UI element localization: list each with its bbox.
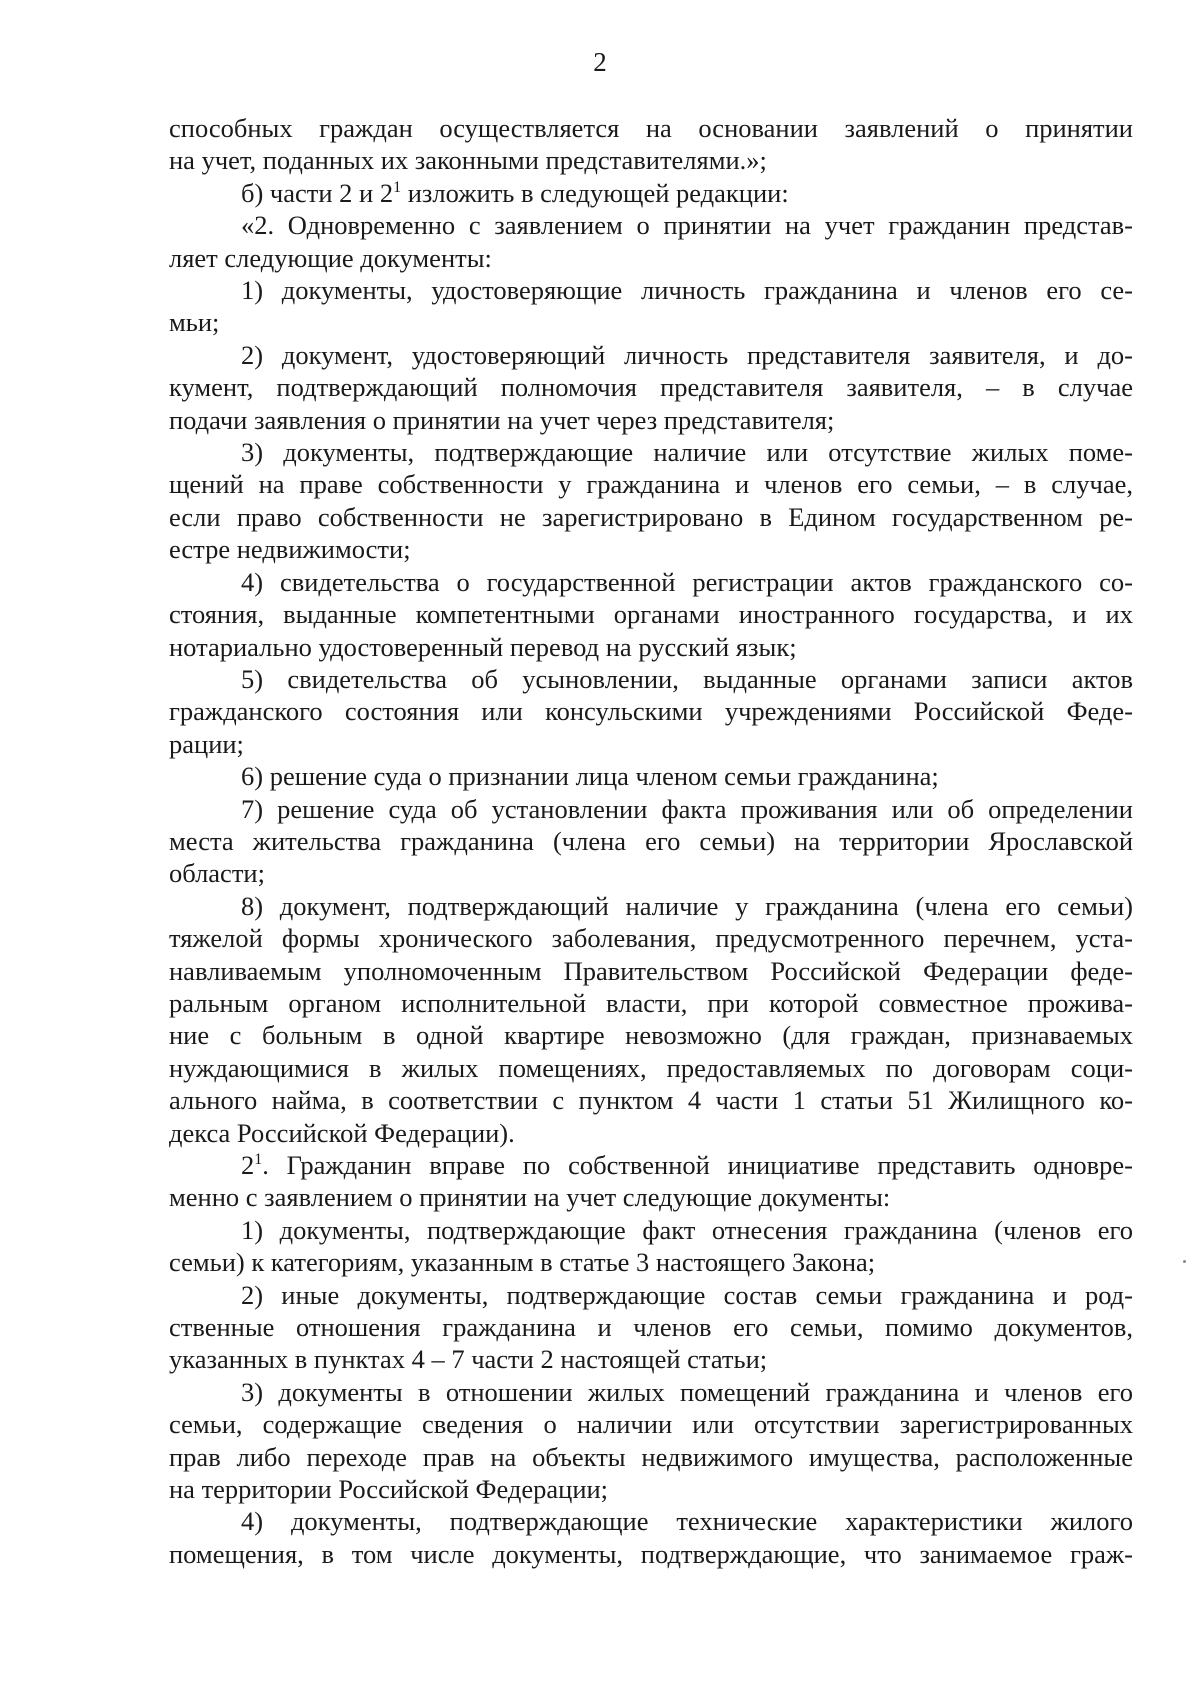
text-line: щений на праве собственности у гражданина и членов его семьи, – в случае, (169, 469, 1133, 500)
text-line: семьи) к категориям, указанным в статье 3 настоящего Закона; (169, 1247, 876, 1278)
text-line: указанных в пунктах 4 – 7 части 2 настоящей статьи; (169, 1344, 768, 1375)
paragraph-part-2-1 (169, 1149, 1133, 1214)
scan-speck (1183, 1260, 1186, 1263)
text-line: на территории Российской Федерации; (169, 1474, 609, 1505)
list-item-1b (169, 1214, 1133, 1279)
text-fragment: . Гражданин вправе по собственной инициативе представить одновре- (262, 1150, 1133, 1180)
list-item-4b (169, 1505, 1133, 1570)
text-line (169, 177, 1133, 209)
text-line (169, 1149, 1133, 1181)
page-number: 2 (593, 47, 607, 77)
paragraph-part-2 (169, 209, 1133, 274)
text-line: 1) документы, удостоверяющие личность гражданина и членов его се- (241, 275, 1133, 306)
superscript: 1 (254, 1151, 263, 1168)
list-item-8 (169, 890, 1133, 1149)
list-item-7 (169, 793, 1133, 890)
text-line: рации; (169, 728, 244, 759)
text-line: ального найма, в соответствии с пунктом 4 части 1 статьи 51 Жилищного ко- (169, 1085, 1133, 1116)
list-item-6 (169, 760, 1133, 792)
text-line: ственные отношения гражданина и членов его семьи, помимо документов, (169, 1312, 1133, 1343)
text-line: ляет следующие документы: (169, 242, 492, 273)
text-fragment: 2 (241, 1150, 255, 1180)
text-line: гражданского состояния или консульскими учреждениями Российской Феде- (169, 696, 1133, 727)
text-line: способных граждан осуществляется на основании заявлений о принятии (169, 113, 1133, 143)
text-line: области; (169, 858, 265, 889)
paragraph-b (169, 177, 1133, 209)
text-line: 7) решение суда об установлении факта проживания или об определении (241, 793, 1133, 824)
text-line: кумент, подтверждающий полномочия представителя заявителя, – в случае (169, 372, 1133, 403)
text-line: на учет, поданных их законными представителями.»; (169, 145, 767, 176)
text-line: 2) документ, удостоверяющий личность представителя заявителя, и до- (241, 339, 1133, 370)
text-line: 3) документы в отношении жилых помещений гражданина и членов его (241, 1376, 1133, 1407)
text-line: помещения, в том числе документы, подтверждающие, что занимаемое граж- (169, 1538, 1133, 1569)
text-fragment: б) части 2 и 2 (241, 177, 394, 208)
text-line: места жительства гражданина (члена его семьи) на территории Ярославской (169, 825, 1133, 856)
document-body (169, 112, 1133, 1570)
text-line: 4) свидетельства о государственной регистрации актов гражданского со- (241, 566, 1133, 597)
text-line: подачи заявления о принятии на учет через представителя; (169, 404, 835, 435)
text-line: 2) иные документы, подтверждающие состав семьи гражданина и род- (241, 1279, 1133, 1310)
paragraph-continuation (169, 112, 1133, 177)
text-line: 5) свидетельства об усыновлении, выданные органами записи актов (241, 663, 1133, 694)
text-line: естре недвижимости; (169, 534, 411, 565)
text-line: навливаемым уполномоченным Правительством Российской Федерации феде- (169, 955, 1133, 986)
text-line: 3) документы, подтверждающие наличие или отсутствие жилых поме- (241, 437, 1133, 468)
superscript: 1 (393, 178, 402, 196)
text-line: 6) решение суда о признании лица членом семьи гражданина; (241, 761, 939, 792)
text-line: мьи; (169, 307, 220, 338)
text-line: декса Российской Федерации). (169, 1117, 515, 1148)
text-line: стояния, выданные компетентными органами иностранного государства, и их (169, 599, 1133, 630)
text-line: если право собственности не зарегистрировано в Едином государственном ре- (169, 501, 1133, 532)
text-line: тяжелой формы хронического заболевания, предусмотренного перечнем, уста- (169, 923, 1133, 954)
list-item-3 (169, 436, 1133, 566)
list-item-2 (169, 339, 1133, 436)
list-item-2b (169, 1279, 1133, 1376)
list-item-3b (169, 1376, 1133, 1506)
list-item-1 (169, 274, 1133, 339)
text-line: «2. Одновременно с заявлением о принятии на учет гражданин представ- (241, 210, 1133, 241)
text-line: 1) документы, подтверждающие факт отнесения гражданина (членов его (241, 1214, 1133, 1245)
list-item-5 (169, 663, 1133, 760)
text-line: семьи, содержащие сведения о наличии или отсутствии зарегистрированных (169, 1409, 1133, 1440)
list-item-4 (169, 566, 1133, 663)
text-line: менно с заявлением о принятии на учет следующие документы: (169, 1182, 891, 1213)
text-line: ральным органом исполнительной власти, при которой совместное прожива- (169, 987, 1133, 1018)
text-line: нотариально удостоверенный перевод на русский язык; (169, 631, 797, 662)
text-fragment: изложить в следующей редакции: (401, 177, 789, 208)
text-line: 8) документ, подтверждающий наличие у гражданина (члена его семьи) (241, 890, 1133, 921)
text-line: прав либо переходе прав на объекты недвижимого имущества, расположенные (169, 1441, 1133, 1472)
text-line: 4) документы, подтверждающие технические характеристики жилого (241, 1506, 1133, 1537)
text-line: нуждающимися в жилых помещениях, предоставляемых по договорам соци- (169, 1052, 1133, 1083)
text-line: ние с больным в одной квартире невозможно (для граждан, признаваемых (169, 1020, 1133, 1051)
